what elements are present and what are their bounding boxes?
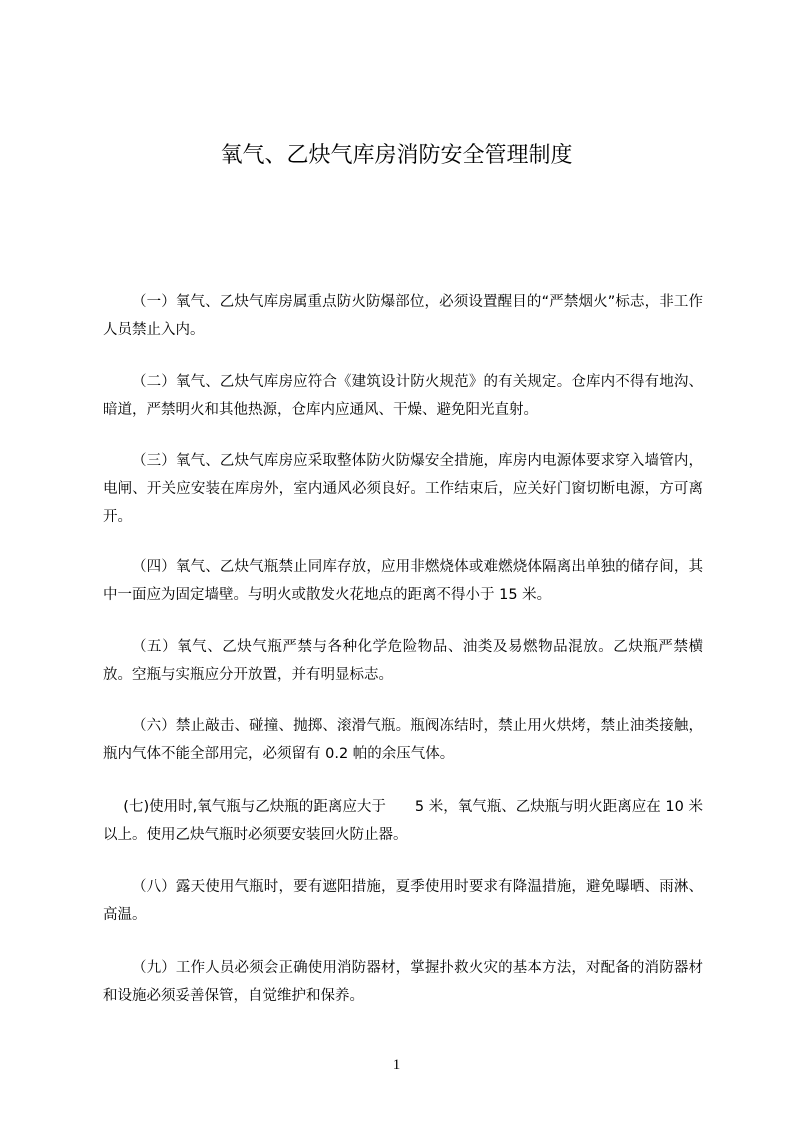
paragraph-2: （二）氧气、乙炔气库房应符合《建筑设计防火规范》的有关规定。仓库内不得有地沟、暗道，严禁明火和其他热源，仓库内应通风、干燥、避免阳光直射。 (103, 374, 703, 418)
page-number: 1 (392, 1057, 401, 1073)
paragraph-9: （九）工作人员必须会正确使用消防器材，掌握扑救火灾的基本方法，对配备的消防器材和设施必须妥善保管，自觉维护和保养。 (103, 960, 703, 1004)
paragraph-1: （一）氧气、乙炔气库房属重点防火防爆部位，必须设置醒目的“严禁烟火”标志，非工作人员禁止入内。 (103, 294, 703, 338)
paragraph-3: （三）氧气、乙炔气库房应采取整体防火防爆安全措施，库房内电源体要求穿入墙管内，电闸、开关应安装在库房外，室内通风必须良好。工作结束后，应关好门窗切断电源，方可离开。 (103, 453, 703, 525)
paragraph-7: (七)使用时,氧气瓶与乙炔瓶的距离应大于 5 米，氧气瓶、乙炔瓶与明火距离应在 10 米以上。使用乙炔气瓶时必须要安装回火防止器。 (103, 799, 703, 843)
paragraph-6: （六）禁止敲击、碰撞、抛掷、滚滑气瓶。瓶阀冻结时，禁止用火烘烤，禁止油类接触，瓶内气体不能全部用完，必须留有 0.2 帕的余压气体。 (103, 718, 703, 762)
paragraph-4: （四）氧气、乙炔气瓶禁止同库存放，应用非燃烧体或难燃烧体隔离出单独的储存间，其中一面应为固定墙壁。与明火或散发火花地点的距离不得小于 15 米。 (103, 559, 703, 603)
paragraph-8: （八）露天使用气瓶时，要有遮阳措施，夏季使用时要求有降温措施，避免曝晒、雨淋、高温。 (103, 879, 703, 923)
paragraph-5: （五）氧气、乙炔气瓶严禁与各种化学危险物品、油类及易燃物品混放。乙炔瓶严禁横放。空瓶与实瓶应分开放置，并有明显标志。 (103, 639, 703, 683)
page-title: 氧气、乙炔气库房消防安全管理制度 (220, 143, 573, 168)
